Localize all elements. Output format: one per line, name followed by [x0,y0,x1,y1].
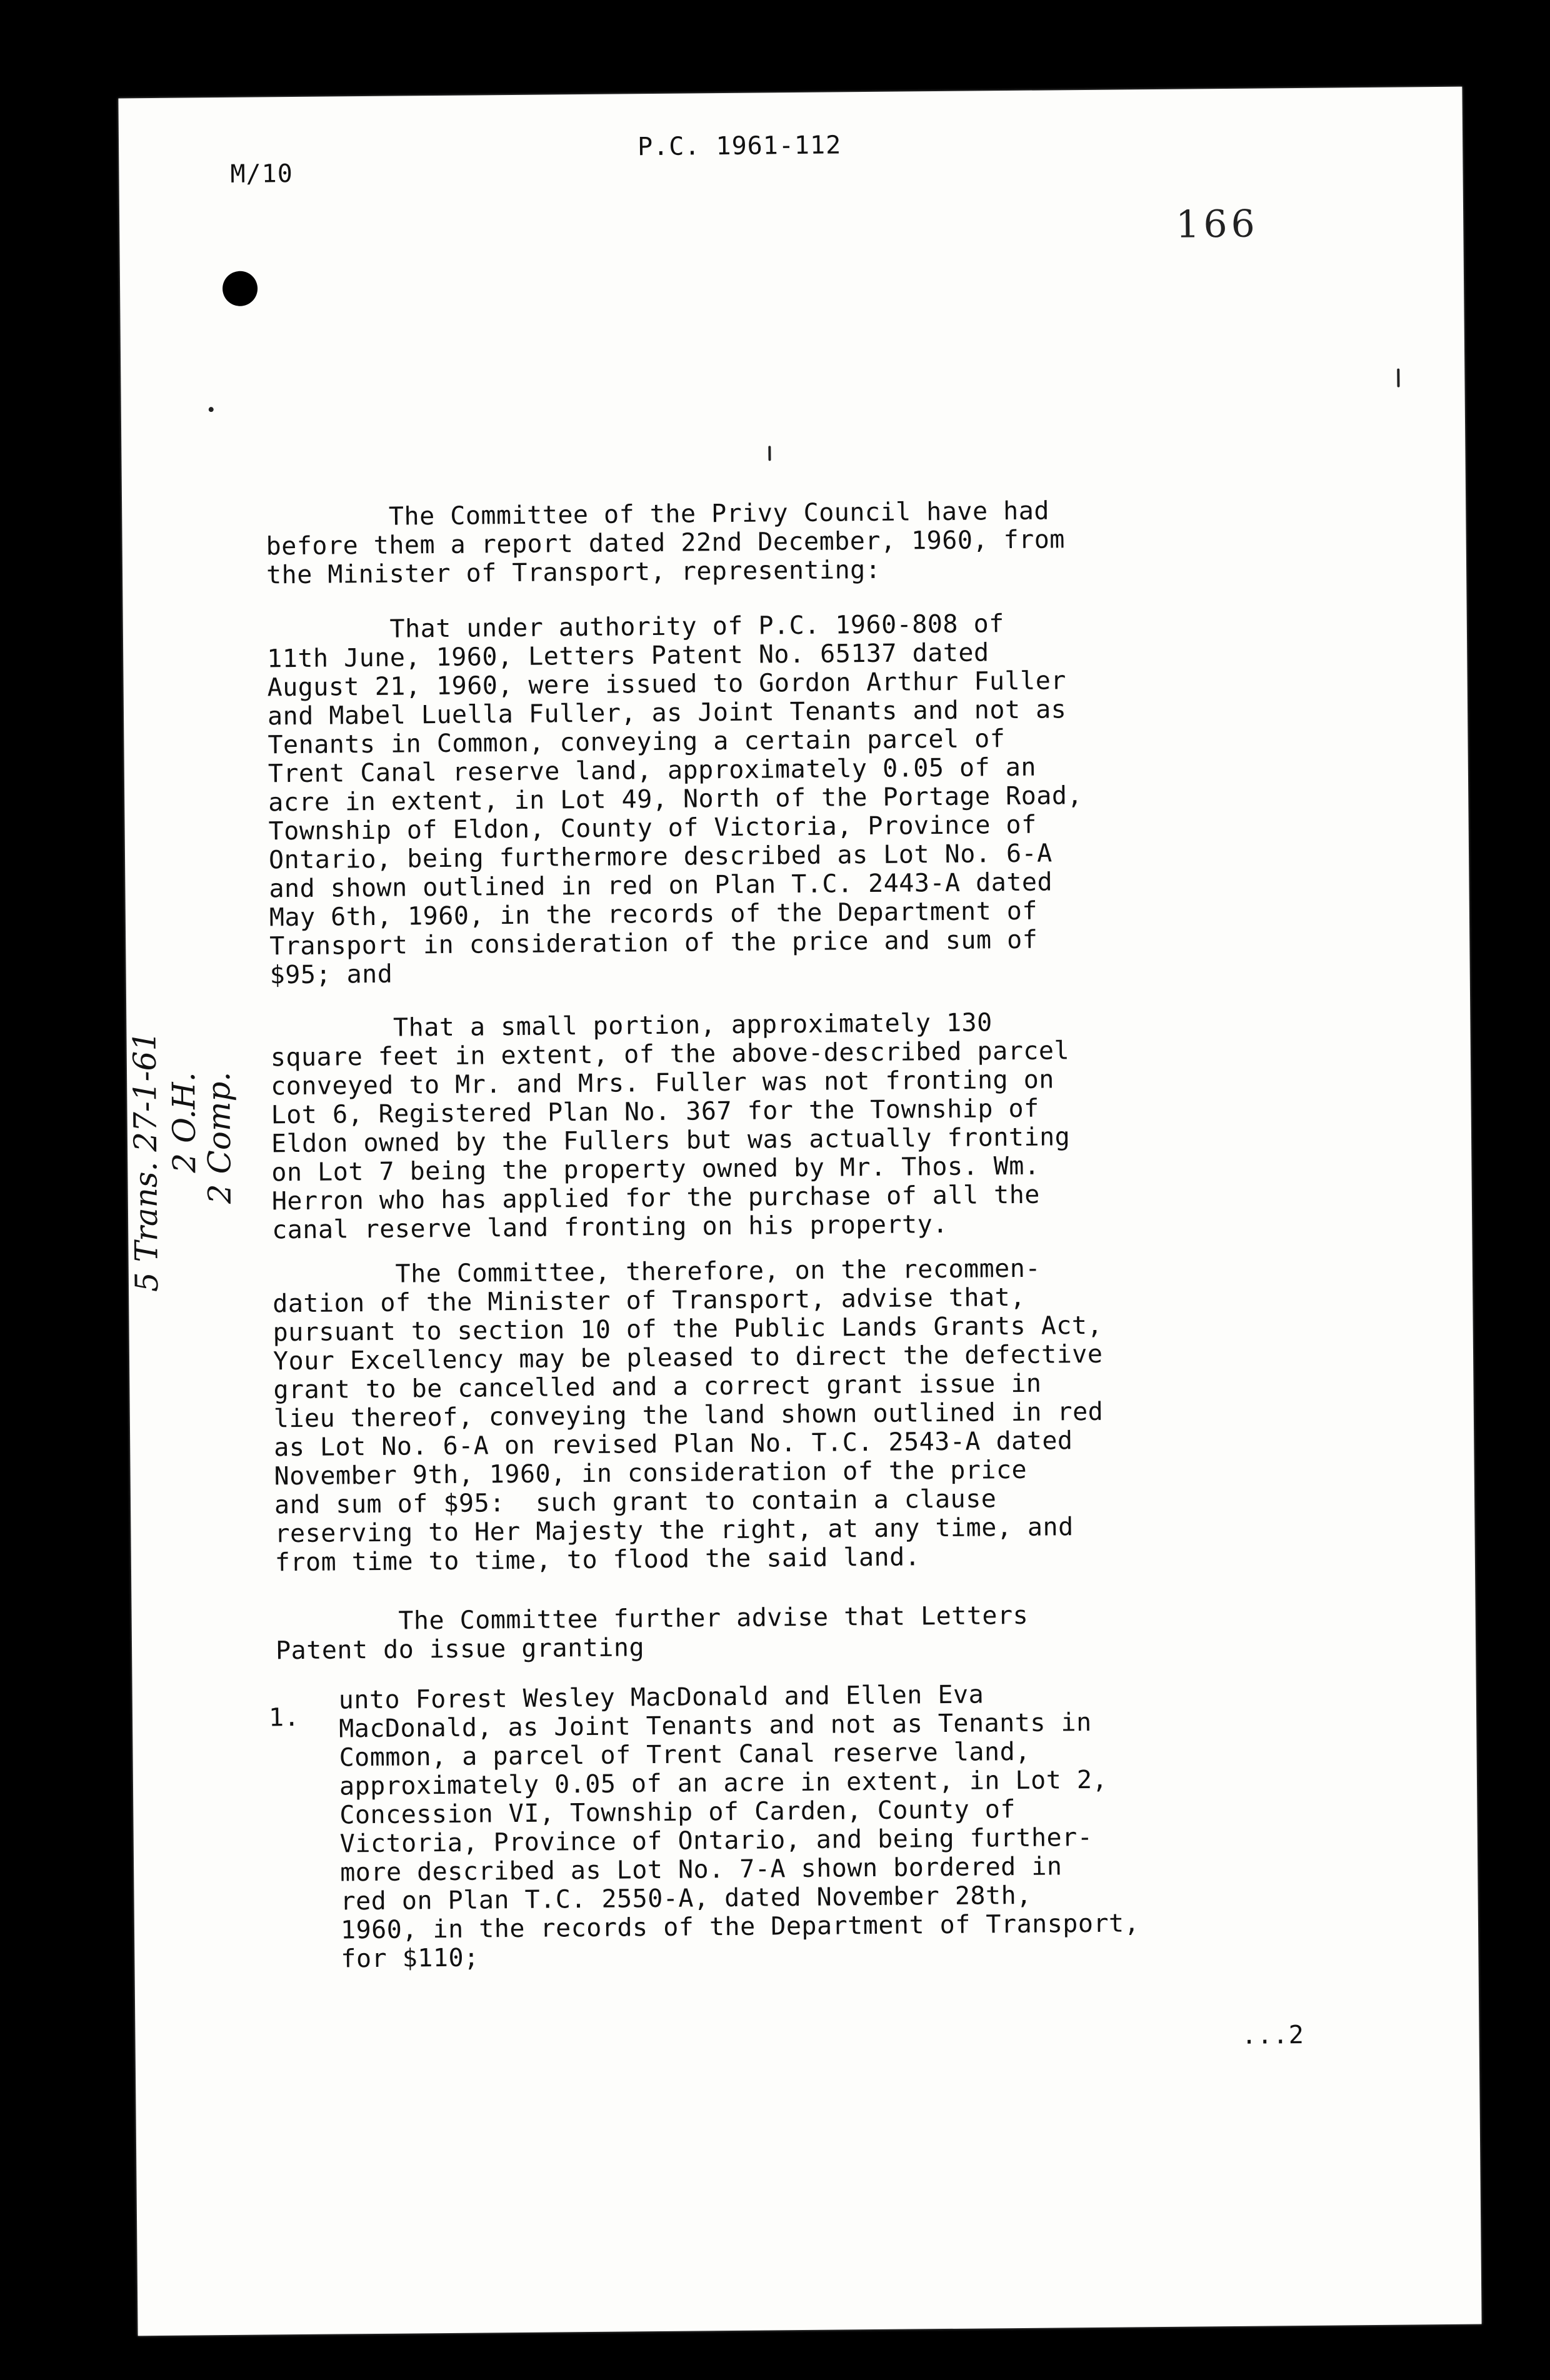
item-number: 1. [268,1703,300,1732]
p2-line: Tenants in Common, conveying a certain parcel of [268,724,1006,760]
speck-mark [209,407,214,412]
p3-line: That a small portion, approximately 130 [270,1008,992,1044]
punch-hole [222,271,258,306]
document-page [118,87,1481,2336]
p2-line: Transport in consideration of the price and sum of [269,925,1038,961]
speck-mark [1397,369,1399,388]
p4-line: reserving to Her Majesty the right, at any time, and [274,1512,1074,1549]
item1-line: unto Forest Wesley MacDonald and Ellen Eva [338,1680,984,1715]
p2-line: and shown outlined in red on Plan T.C. 2443-A dated [269,868,1053,904]
p2-line: acre in extent, in Lot 49, North of the Portage Road, [268,781,1083,818]
p3-line: on Lot 7 being the property owned by Mr. Thos. Wm. [271,1151,1040,1188]
continuation-mark: ...2 [1241,2021,1305,2050]
p3-line: Eldon owned by the Fullers but was actually fronting [271,1122,1071,1159]
file-reference: M/10 [230,159,294,189]
p5-line: Patent do issue granting [275,1633,645,1666]
order-number: P.C. 1961-112 [637,131,842,162]
item1-line: approximately 0.05 of an acre in extent, in Lot 2, [339,1765,1108,1801]
p4-line: pursuant to section 10 of the Public Lands Grants Act, [272,1311,1103,1348]
item1-line: Concession VI, Township of Carden, County of [339,1795,1016,1830]
p4-line: The Committee, therefore, on the recommen- [272,1254,1041,1290]
p2-line: May 6th, 1960, in the records of the Department of [269,896,1038,932]
margin-note-line: 2 Comp. [201,1071,238,1204]
p3-line: square feet in extent, of the above-described parcel [270,1036,1070,1072]
p3-line: Herron who has applied for the purchase of all the [271,1180,1041,1216]
p1-line: The Committee of the Privy Council have had [266,496,1050,532]
p2-line: August 21, 1960, were issued to Gordon Arthur Fuller [267,666,1067,702]
folio-number: 166 [1175,202,1259,247]
item1-line: Common, a parcel of Trent Canal reserve land, [339,1737,1031,1772]
item1-line: for $110; [341,1943,479,1974]
p4-line: and sum of $95: such grant to contain a clause [274,1484,997,1520]
p4-line: lieu thereof, conveying the land shown outlined in red [273,1397,1104,1434]
item1-line: 1960, in the records of the Department of Transport, [340,1909,1140,1945]
p2-line: Trent Canal reserve land, approximately 0.05 of an [268,752,1037,789]
p4-line: dation of the Minister of Transport, advise that, [272,1282,1026,1319]
item1-line: MacDonald, as Joint Tenants and not as Tenants in [339,1708,1092,1744]
speck-mark [768,446,771,461]
p2-line: and Mabel Luella Fuller, as Joint Tenants and not as [267,695,1067,731]
p2-line: $95; and [269,959,393,990]
p1-line: the Minister of Transport, representing: [266,555,881,590]
p4-line: grant to be cancelled and a correct grant issue in [273,1369,1042,1405]
margin-note-line: 5 Trans. 27-1-61 [126,1031,166,1292]
item1-line: Victoria, Province of Ontario, and being further- [339,1822,1093,1859]
p3-line: Lot 6, Registered Plan No. 367 for the Township of [271,1094,1039,1130]
p3-line: canal reserve land fronting on his property. [272,1209,949,1245]
p4-line: November 9th, 1960, in consideration of the price [274,1455,1028,1491]
p3-line: conveyed to Mr. and Mrs. Fuller was not fronting on [271,1065,1055,1101]
p2-line: Township of Eldon, County of Victoria, Province of [268,810,1037,846]
margin-note-line: 2 O.H. [166,1072,203,1173]
p4-line: as Lot No. 6-A on revised Plan No. T.C. 2543-A dated [274,1426,1073,1462]
p2-line: Ontario, being furthermore described as Lot No. 6-A [268,839,1052,875]
p4-line: Your Excellency may be pleased to direct the defective [272,1339,1103,1376]
item1-line: more described as Lot No. 7-A shown bordered in [340,1852,1062,1888]
item1-line: red on Plan T.C. 2550-A, dated November 28th, [340,1881,1032,1916]
p2-line: That under authority of P.C. 1960-808 of [266,609,1004,645]
p4-line: from time to time, to flood the said land. [274,1542,921,1578]
p1-line: before them a report dated 22nd December, 1960, from [266,525,1066,561]
p5-line: The Committee further advise that Letters [275,1601,1029,1637]
p2-line: 11th June, 1960, Letters Patent No. 65137 dated [267,638,989,674]
